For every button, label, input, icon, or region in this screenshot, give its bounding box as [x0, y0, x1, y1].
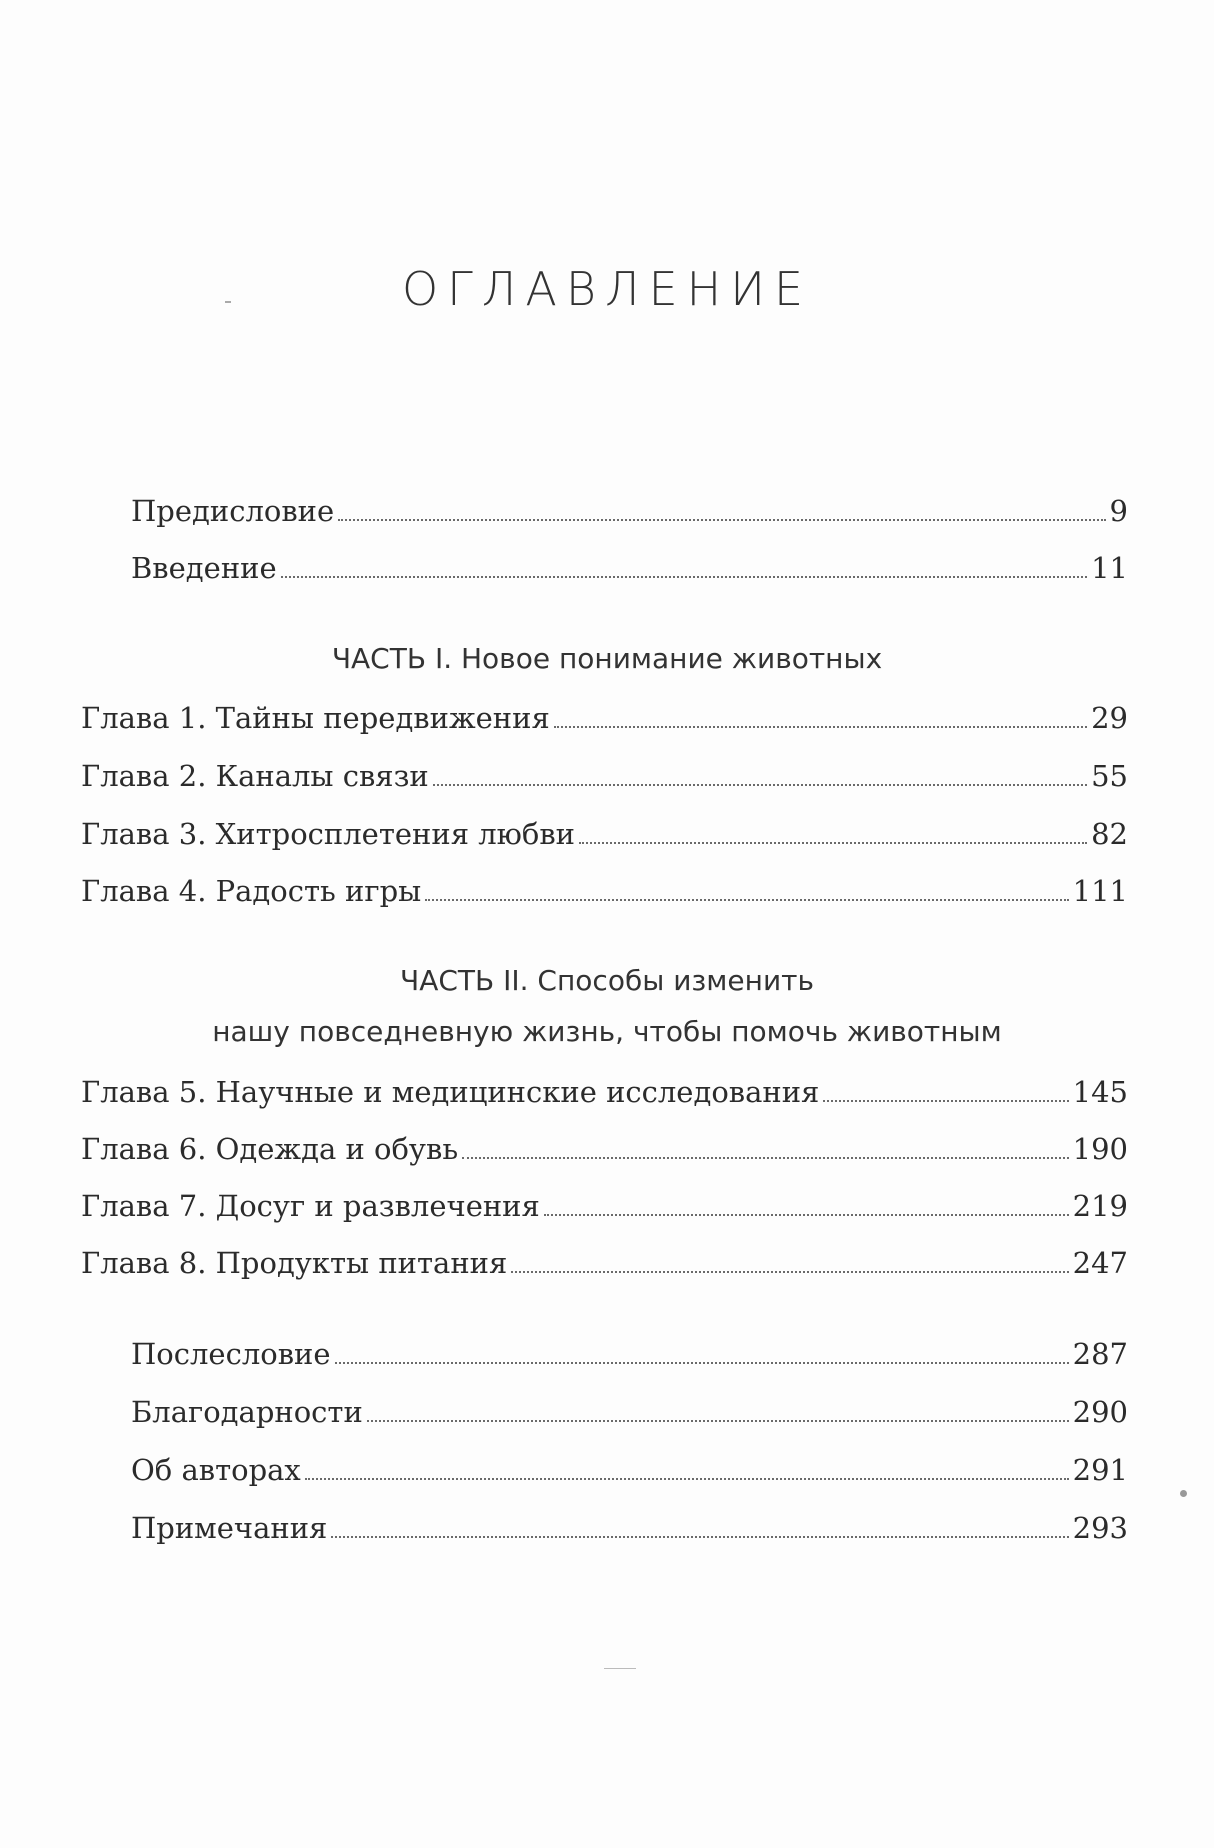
dot-leader	[462, 1157, 1069, 1159]
dot-leader	[511, 1271, 1068, 1273]
dot-leader	[305, 1478, 1069, 1480]
dot-leader	[433, 784, 1087, 786]
scan-mark	[1180, 1490, 1187, 1497]
dot-leader	[331, 1536, 1068, 1538]
dot-leader	[338, 519, 1105, 521]
toc-entry-label: Глава 6. Одежда и обувь	[81, 1132, 459, 1166]
toc-entry-chapter-6[interactable]	[81, 1132, 1128, 1166]
toc-entry-page: 55	[1091, 759, 1128, 793]
toc-entry-chapter-8[interactable]	[81, 1246, 1128, 1280]
toc-entry-preface[interactable]	[131, 494, 1128, 528]
scan-mark	[604, 1668, 636, 1669]
toc-entry-afterword[interactable]	[131, 1337, 1128, 1371]
toc-entry-page: 219	[1072, 1189, 1128, 1223]
toc-entry-label: Глава 4. Радость игры	[81, 874, 422, 908]
part-heading: ЧАСТЬ I. Новое понимание животных	[331, 642, 883, 675]
toc-entry-chapter-7[interactable]	[81, 1189, 1128, 1223]
toc-entry-page: 247	[1072, 1246, 1128, 1280]
toc-entry-page: 290	[1072, 1395, 1128, 1429]
toc-entry-page: 29	[1091, 701, 1128, 735]
toc-entry-notes[interactable]	[131, 1511, 1128, 1545]
toc-entry-page: 190	[1072, 1132, 1128, 1166]
toc-entry-chapter-1[interactable]	[81, 701, 1128, 735]
dot-leader	[425, 899, 1068, 901]
toc-entry-chapter-4[interactable]	[81, 874, 1128, 908]
toc-entry-page: 293	[1072, 1511, 1128, 1545]
toc-entry-label: Глава 7. Досуг и развлечения	[81, 1189, 540, 1223]
toc-entry-page: 9	[1109, 494, 1128, 528]
dot-leader	[554, 726, 1087, 728]
scan-mark	[225, 301, 231, 303]
toc-entry-page: 145	[1072, 1075, 1128, 1109]
dot-leader	[544, 1214, 1069, 1216]
toc-entry-introduction[interactable]	[131, 551, 1128, 585]
dot-leader	[823, 1100, 1068, 1102]
toc-entry-label: Глава 1. Тайны передвижения	[81, 701, 550, 735]
dot-leader	[281, 576, 1087, 578]
toc-entry-label: Примечания	[131, 1511, 328, 1545]
dot-leader	[367, 1420, 1069, 1422]
dot-leader	[335, 1362, 1069, 1364]
dot-leader	[579, 842, 1087, 844]
toc-entry-label: Предисловие	[131, 494, 335, 528]
part-heading: ЧАСТЬ II. Способы изменить	[400, 964, 814, 997]
toc-entry-page: 291	[1072, 1453, 1128, 1487]
toc-entry-page: 287	[1072, 1337, 1128, 1371]
toc-entry-chapter-2[interactable]	[81, 759, 1128, 793]
toc-entry-page: 11	[1091, 551, 1128, 585]
toc-entry-page: 82	[1091, 817, 1128, 851]
toc-entry-chapter-3[interactable]	[81, 817, 1128, 851]
toc-entry-label: Глава 2. Каналы связи	[81, 759, 429, 793]
toc-entry-label: Глава 3. Хитросплетения любви	[81, 817, 575, 851]
toc-entry-label: Послесловие	[131, 1337, 331, 1371]
page-title: ОГЛАВЛЕНИЕ	[401, 262, 813, 316]
part-heading-line-2: нашу повседневную жизнь, чтобы помочь животным	[212, 1015, 1002, 1048]
toc-entry-label: Глава 8. Продукты питания	[81, 1246, 508, 1280]
toc-entry-acknowledgements[interactable]	[131, 1395, 1128, 1429]
toc-entry-label: Глава 5. Научные и медицинские исследования	[81, 1075, 820, 1109]
toc-entry-chapter-5[interactable]	[81, 1075, 1128, 1109]
toc-entry-label: Об авторах	[131, 1453, 301, 1487]
toc-entry-about-authors[interactable]	[131, 1453, 1128, 1487]
toc-entry-label: Благодарности	[131, 1395, 363, 1429]
toc-entry-page: 111	[1072, 874, 1128, 908]
toc-entry-label: Введение	[131, 551, 277, 585]
